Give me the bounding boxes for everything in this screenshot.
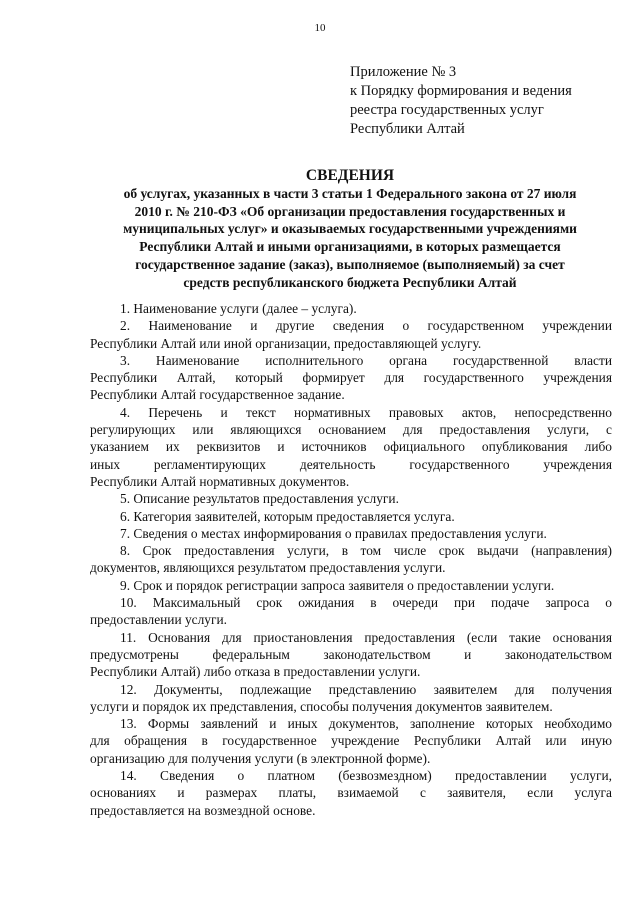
- list-item-line: для обращения в государственное учреждение Республики Алтай или иную: [90, 733, 612, 749]
- list-item: [90, 594, 612, 629]
- list-item: [90, 542, 612, 577]
- list-item-line: 3. Наименование исполнительного органа государственной власти: [120, 352, 612, 368]
- list-item-line: услуги и порядок их представления, способы получения документов заявителем.: [90, 698, 553, 714]
- list-item: [90, 767, 612, 819]
- list-item-line: организацию для получения услуги (в электронной форме).: [90, 750, 431, 766]
- list-item: [90, 681, 612, 716]
- list-item-line: 10. Максимальный срок ожидания в очереди при подаче запроса о: [120, 595, 612, 611]
- list-item-line: 2. Наименование и другие сведения о государственном учреждении: [120, 318, 612, 334]
- subtitle-line: об услугах, указанных в части 3 статьи 1 Федерального закона от 27 июля: [123, 186, 577, 201]
- list-item-line: 9. Срок и порядок регистрации запроса заявителя о предоставлении услуги.: [120, 577, 555, 593]
- list-item: [90, 508, 612, 525]
- list-item-line: Республики Алтай или иной организации, предоставляющей услугу.: [90, 335, 482, 351]
- list-item-line: регулирующих или являющихся основанием для предоставления услуги, с: [90, 422, 612, 438]
- list-item-line: предоставляется на возмездной основе.: [90, 802, 316, 818]
- list-item-line: 4. Перечень и текст нормативных правовых актов, непосредственно: [120, 404, 612, 420]
- document-heading: [90, 166, 610, 291]
- list-item-line: 12. Документы, подлежащие представлению заявителем для получения: [120, 681, 612, 697]
- list-item: [90, 300, 612, 317]
- list-item: [90, 352, 612, 404]
- subtitle-line: государственное задание (заказ), выполняемое (выполняемый) за счет: [135, 256, 565, 272]
- list-item-line: Республики Алтай государственное задание.: [90, 387, 345, 403]
- subtitle-line: средств республиканского бюджета Республики Алтай: [183, 274, 517, 290]
- list-item-line: Республики Алтай, который формирует для государственного учреждения: [90, 370, 612, 386]
- subtitle-line: Республики Алтай и иными организациями, в которых размещается: [139, 239, 561, 255]
- page-number: 10: [314, 22, 326, 34]
- appendix-line: к Порядку формирования и ведения: [350, 83, 572, 99]
- list-item-line: 6. Категория заявителей, которым предоставляется услуга.: [120, 508, 455, 524]
- document-title: СВЕДЕНИЯ: [305, 167, 395, 184]
- appendix-block: [350, 63, 620, 139]
- list-item-line: предусмотрены федеральным законодательством и законодательством: [90, 646, 612, 662]
- list-item-line: Республики Алтай) либо отказа в предоставлении услуги.: [90, 664, 421, 680]
- list-item: [90, 577, 612, 594]
- list-item-line: основаниях и размерах платы, взимаемой с заявителя, если услуга: [90, 785, 612, 801]
- appendix-line: Приложение № 3: [350, 64, 457, 80]
- list-item: [90, 629, 612, 681]
- list-item-line: 1. Наименование услуги (далее – услуга).: [120, 301, 357, 316]
- subtitle-line: 2010 г. № 210-ФЗ «Об организации предоставления государственных и: [134, 203, 566, 219]
- list-item-line: иных регламентирующих деятельность государственного учреждения: [90, 456, 612, 472]
- list-item-line: 14. Сведения о платном (безвозмездном) предоставлении услуги,: [120, 768, 612, 784]
- subtitle-line: муниципальных услуг» и оказываемых государственными учреждениями: [123, 221, 577, 237]
- list-item-line: указанием их реквизитов и источников официального опубликования либо: [90, 439, 612, 455]
- list-item: [90, 317, 612, 352]
- items-list: [90, 300, 612, 819]
- appendix-line: реестра государственных услуг: [350, 102, 544, 118]
- list-item-line: 5. Описание результатов предоставления услуги.: [120, 491, 399, 507]
- list-item-line: 8. Срок предоставления услуги, в том числе срок выдачи (направления): [120, 543, 612, 559]
- document-subtitle: [90, 185, 610, 291]
- list-item-line: 11. Основания для приостановления предоставления (если такие основания: [120, 629, 612, 645]
- list-item: [90, 525, 612, 542]
- appendix-line: Республики Алтай: [350, 121, 465, 137]
- list-item-line: Республики Алтай нормативных документов.: [90, 473, 350, 489]
- list-item-line: 13. Формы заявлений и иных документов, заполнение которых необходимо: [120, 716, 612, 732]
- list-item: [90, 715, 612, 767]
- list-item: [90, 490, 612, 507]
- list-item: [90, 404, 612, 490]
- list-item-line: предоставлении услуги.: [90, 612, 228, 628]
- list-item-line: 7. Сведения о местах информирования о правилах предоставления услуги.: [120, 525, 547, 541]
- list-item-line: документов, являющихся результатом предоставления услуги.: [90, 560, 446, 576]
